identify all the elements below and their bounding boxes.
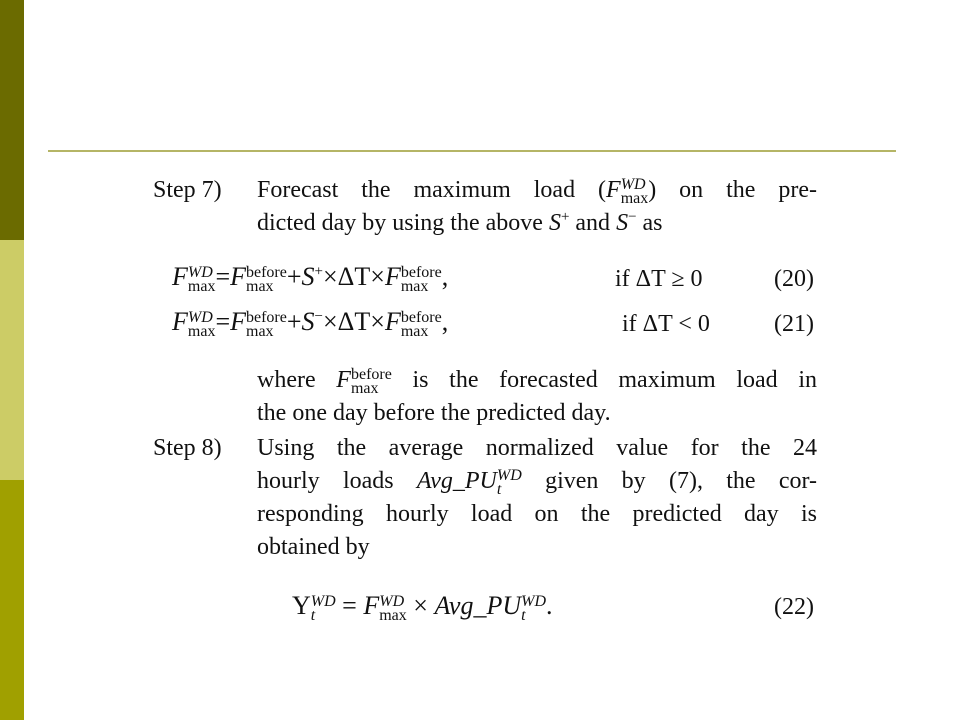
equation-20-number: (20)	[774, 266, 814, 292]
side-bar-dark	[0, 0, 24, 240]
step7-line2: dicted day by using the above S+ and S− as	[257, 209, 663, 236]
step7-line1: Forecast the maximum load (F WD max ) on the pre-	[257, 176, 817, 208]
step8-text	[257, 432, 817, 564]
step8-line3: responding hourly load on the predicted day is	[257, 501, 817, 527]
step8-label: Step 8)	[153, 435, 222, 461]
equation-21-number: (21)	[774, 311, 814, 337]
equation-22: Y WD t = F WD max × Avg_PU WD t .	[292, 591, 553, 625]
equation-21: F WD max =F before max +S−×ΔT×F before max ,	[172, 307, 449, 341]
equation-20: F WD max =F before max +S+×ΔT×F before max ,	[172, 262, 449, 296]
side-bar-light	[0, 240, 24, 480]
side-bar-olive	[0, 480, 24, 720]
step8-line1: Using the average normalized value for the 24	[257, 435, 817, 461]
step7-label: Step 7)	[153, 177, 222, 203]
step8-line2: hourly loads Avg_PU WD t given by (7), the cor-	[257, 467, 818, 499]
equation-20-condition: if ΔT ≥ 0	[615, 266, 703, 292]
where-text	[257, 364, 817, 430]
step7-text	[257, 174, 817, 240]
where-line1: where F before max is the forecasted maximum load in	[257, 366, 817, 398]
where-line2: the one day before the predicted day.	[257, 400, 611, 426]
title-divider	[48, 150, 896, 152]
equation-22-number: (22)	[774, 594, 814, 620]
step8-line4: obtained by	[257, 534, 370, 560]
equation-21-condition: if ΔT < 0	[622, 311, 710, 337]
